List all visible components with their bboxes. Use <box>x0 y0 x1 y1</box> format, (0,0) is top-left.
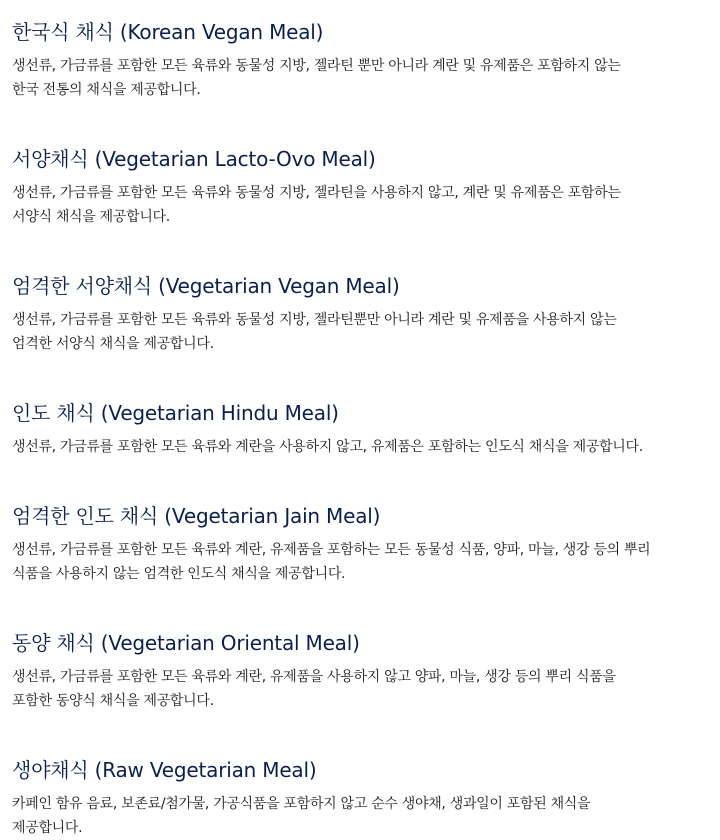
meal-description-line: 생선류, 가금류를 포함한 모든 육류와 동물성 지방, 젤라틴 뿐만 아니라 계란 및 유제품은 포함하지 않는 <box>12 58 621 74</box>
meal-description-line: 생선류, 가금류를 포함한 모든 육류와 동물성 지방, 젤라틴뿐만 아니라 계란 및 유제품을 사용하지 않는 <box>12 312 617 328</box>
meal-description <box>12 792 708 840</box>
meal-description-line: 포함한 동양식 채식을 제공합니다. <box>12 693 214 709</box>
meal-title: 한국식 채식 (Korean Vegan Meal) <box>12 20 324 44</box>
meal-description-line: 생선류, 가금류를 포함한 모든 육류와 계란, 유제품을 포함하는 모든 동물성 식품, 양파, 마늘, 생강 등의 뿌리 <box>12 542 651 558</box>
meal-description-line: 생선류, 가금류를 포함한 모든 육류와 동물성 지방, 젤라틴을 사용하지 않고, 계란 및 유제품은 포함하는 <box>12 185 621 201</box>
meal-section-jain <box>12 502 708 586</box>
meal-description <box>12 665 708 713</box>
meal-description <box>12 308 708 356</box>
meal-section-raw-vegetarian <box>12 756 708 840</box>
meal-description <box>12 181 708 229</box>
meal-description-line: 서양식 채식을 제공합니다. <box>12 209 170 225</box>
meal-title: 인도 채식 (Vegetarian Hindu Meal) <box>12 401 339 425</box>
meal-title: 서양채식 (Vegetarian Lacto-Ovo Meal) <box>12 147 376 171</box>
meal-section-lacto-ovo <box>12 145 708 229</box>
meal-section-hindu <box>12 399 708 459</box>
meal-title: 엄격한 서양채식 (Vegetarian Vegan Meal) <box>12 274 400 298</box>
meal-title: 엄격한 인도 채식 (Vegetarian Jain Meal) <box>12 504 381 528</box>
meal-description <box>12 435 708 459</box>
meal-section-vegetarian-vegan <box>12 272 708 356</box>
meal-description-line: 엄격한 서양식 채식을 제공합니다. <box>12 336 214 352</box>
meal-description-line: 제공합니다. <box>12 820 83 836</box>
meal-description-line: 생선류, 가금류를 포함한 모든 육류와 계란, 유제품을 사용하지 않고 양파, 마늘, 생강 등의 뿌리 식품을 <box>12 669 616 685</box>
meal-description-line: 생선류, 가금류를 포함한 모든 육류와 계란을 사용하지 않고, 유제품은 포함하는 인도식 채식을 제공합니다. <box>12 439 643 455</box>
meal-section-oriental <box>12 629 708 713</box>
meal-description <box>12 538 708 586</box>
meal-title: 동양 채식 (Vegetarian Oriental Meal) <box>12 631 360 655</box>
meal-description <box>12 54 708 102</box>
meal-section-korean-vegan <box>12 18 708 102</box>
meal-description-line: 식품을 사용하지 않는 엄격한 인도식 채식을 제공합니다. <box>12 566 346 582</box>
meal-title: 생야채식 (Raw Vegetarian Meal) <box>12 758 317 782</box>
meal-description-line: 한국 전통의 채식을 제공합니다. <box>12 82 201 98</box>
meal-description-line: 카페인 함유 음료, 보존료/첨가물, 가공식품을 포함하지 않고 순수 생야채, 생과일이 포함된 채식을 <box>12 796 591 812</box>
